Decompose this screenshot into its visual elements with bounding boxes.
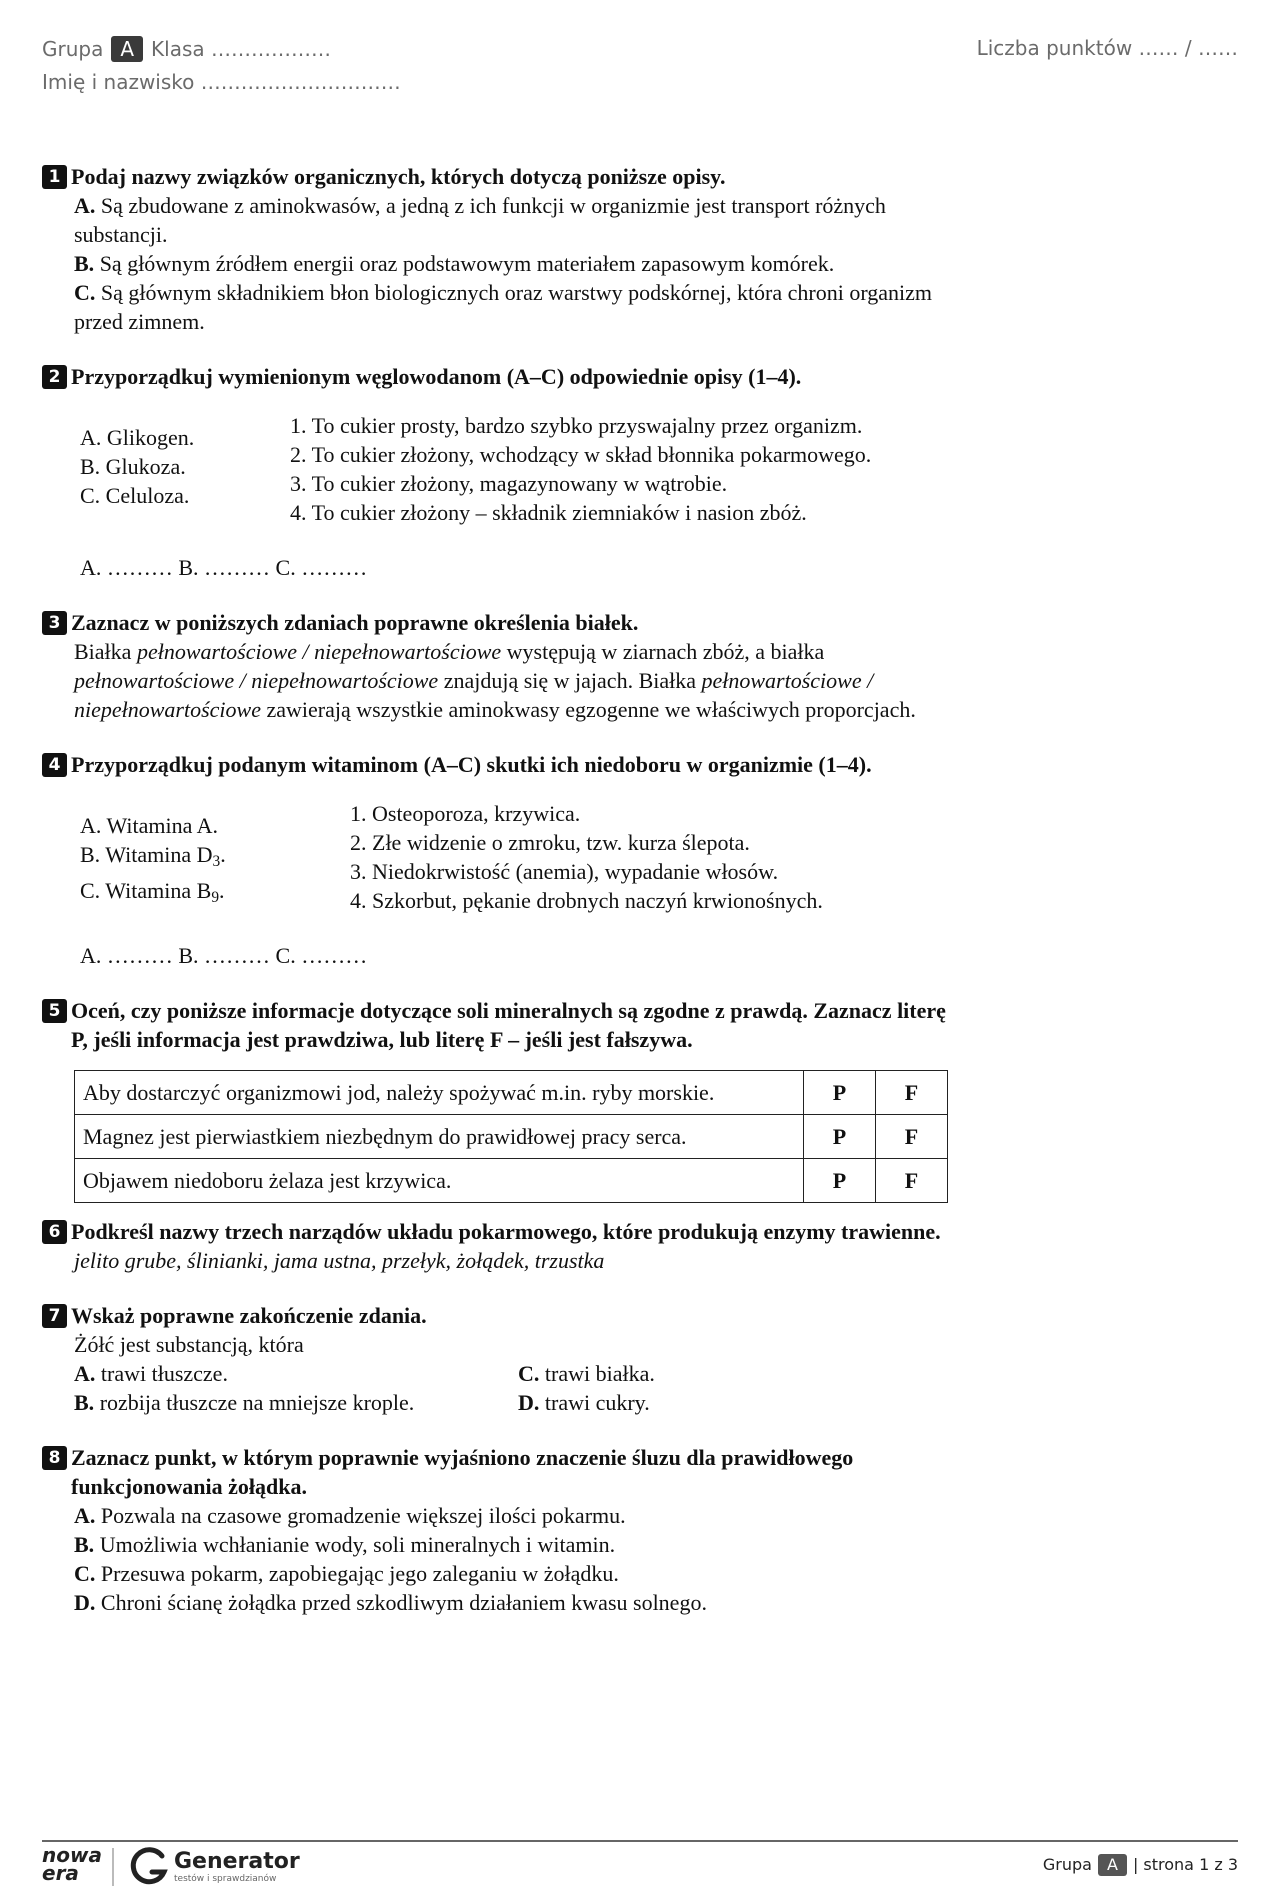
task-2 xyxy=(42,362,962,582)
task-number: 8 xyxy=(42,1446,67,1470)
option-pair[interactable]: pełnowartościowe / niepełnowartościowe xyxy=(136,639,502,664)
task-4 xyxy=(42,750,962,970)
answer-blanks: A. ……… B. ……… C. ……… xyxy=(80,943,368,968)
task-number: 4 xyxy=(42,753,67,777)
worksheet xyxy=(42,162,962,1643)
task-5 xyxy=(42,996,962,1203)
footer-divider xyxy=(42,1840,1238,1842)
group-badge: A xyxy=(1098,1854,1127,1876)
task-7 xyxy=(42,1301,962,1417)
matching-lists xyxy=(42,411,962,527)
task-question: Zaznacz w poniższych zdaniach poprawne określenia białek. xyxy=(71,610,639,635)
task-number: 1 xyxy=(42,165,67,189)
task-question: Podaj nazwy związków organicznych, których dotyczą poniższe opisy. xyxy=(71,164,726,189)
answer-option[interactable]: A. Pozwala na czasowe gromadzenie większej ilości pokarmu. xyxy=(74,1503,626,1528)
task-question: Podkreśl nazwy trzech narządów układu pokarmowego, które produkują enzymy trawienne. xyxy=(71,1219,941,1244)
table-row: Magnez jest pierwiastkiem niezbędnym do prawidłowej pracy serca. P F xyxy=(75,1115,948,1159)
task-question: Oceń, czy poniższe informacje dotyczące soli mineralnych są zgodne z prawdą. Zaznacz literę P, jeśli informacja jest prawdziwa, lub literę F – jeśli jest fałszywa. xyxy=(71,998,946,1052)
task-question: Przyporządkuj podanym witaminom (A–C) skutki ich niedoboru w organizmie (1–4). xyxy=(71,752,872,777)
task-number: 6 xyxy=(42,1220,67,1244)
task-item: C. Są głównym składnikiem błon biologicznych oraz warstwy podskórnej, która chroni organizm przed zimnem. xyxy=(74,280,933,334)
task-8 xyxy=(42,1443,962,1617)
task-question: Przyporządkuj wymienionym węglowodanom (A–C) odpowiednie opisy (1–4). xyxy=(71,364,802,389)
task-paragraph: Białka pełnowartościowe / niepełnowartościowe występują w ziarnach zbóż, a białka pełnowartościowe / niepełnowartościowe znajdują się w jajach. Białka pełnowartościowe / niepełnowartościowe zawierają wszystkie aminokwasy egzogenne we właściwych proporcjach. xyxy=(74,639,916,722)
answer-option[interactable]: C. trawi białka. xyxy=(518,1361,655,1386)
option-f[interactable]: F xyxy=(876,1071,948,1115)
answer-option[interactable]: D. Chroni ścianę żołądka przed szkodliwym działaniem kwasu solnego. xyxy=(74,1590,707,1615)
points-field: Liczba punktów …… / …… xyxy=(976,36,1238,60)
matching-right: 1. Osteoporoza, krzywica. 2. Złe widzenie o zmroku, tzw. kurza ślepota. 3. Niedokrwistość (anemia), wypadanie włosów. 4. Szkorbut, pękanie drobnych naczyń krwionośnych. xyxy=(350,801,823,913)
nowa-era-logo: nowa era xyxy=(42,1843,102,1885)
option-f[interactable]: F xyxy=(876,1115,948,1159)
answer-option[interactable]: C. Przesuwa pokarm, zapobiegając jego zaleganiu w żołądku. xyxy=(74,1561,619,1586)
task-stem: Żółć jest substancją, która xyxy=(74,1332,304,1357)
table-row: Aby dostarczyć organizmowi jod, należy spożywać m.in. ryby morskie. P F xyxy=(75,1071,948,1115)
table-row: Objawem niedoboru żelaza jest krzywica. P F xyxy=(75,1159,948,1203)
task-number: 2 xyxy=(42,365,67,389)
answer-option[interactable]: A. trawi tłuszcze. xyxy=(74,1361,228,1386)
task-item: A. Są zbudowane z aminokwasów, a jedną z ich funkcji w organizmie jest transport różnych substancji. xyxy=(74,193,886,247)
matching-lists xyxy=(42,799,962,915)
answer-option[interactable]: D. trawi cukry. xyxy=(518,1390,650,1415)
true-false-table xyxy=(74,1070,948,1203)
option-p[interactable]: P xyxy=(804,1159,876,1203)
generator-logo: Generator testów i sprawdzianów xyxy=(128,1846,300,1888)
task-item: B. Są głównym źródłem energii oraz podstawowym materiałem zapasowym komórek. xyxy=(74,251,835,276)
task-question: Wskaż poprawne zakończenie zdania. xyxy=(71,1303,427,1328)
option-pair[interactable]: pełnowartościowe / niepełnowartościowe xyxy=(74,668,439,693)
option-pair[interactable]: pełnowartościowe / niepełnowartościowe xyxy=(74,668,874,722)
generator-icon xyxy=(128,1846,170,1888)
option-p[interactable]: P xyxy=(804,1115,876,1159)
matching-left: A. Glikogen. B. Glukoza. C. Celuloza. xyxy=(80,425,195,508)
organ-options[interactable]: jelito grube, ślinianki, jama ustna, przełyk, żołądek, trzustka xyxy=(74,1248,605,1273)
logo-divider xyxy=(112,1848,114,1886)
task-number: 7 xyxy=(42,1304,67,1328)
name-field: Imię i nazwisko ………………………… xyxy=(42,70,401,94)
class-field: Klasa ……………… xyxy=(151,37,332,61)
task-1 xyxy=(42,162,962,336)
matching-left: A. Witamina A. B. Witamina $D_3$. C. Witamina $B_9$. xyxy=(80,813,226,906)
answer-option[interactable]: B. Umożliwia wchłanianie wody, soli mineralnych i witamin. xyxy=(74,1532,616,1557)
group-badge: A xyxy=(111,36,143,62)
task-question: Zaznacz punkt, w którym poprawnie wyjaśniono znaczenie śluzu dla prawidłowego funkcjonowania żołądka. xyxy=(71,1445,854,1499)
answer-option[interactable]: B. rozbija tłuszcze na mniejsze krople. xyxy=(74,1390,415,1415)
option-p[interactable]: P xyxy=(804,1071,876,1115)
task-number: 5 xyxy=(42,999,67,1023)
answer-blanks: A. ……… B. ……… C. ……… xyxy=(80,555,368,580)
header-group-row xyxy=(42,36,331,62)
task-6 xyxy=(42,1217,962,1275)
page-indicator: Grupa A | strona 1 z 3 xyxy=(1042,1855,1238,1874)
group-label: Grupa xyxy=(42,37,104,61)
matching-right: 1. To cukier prosty, bardzo szybko przyswajalny przez organizm. 2. To cukier złożony, wchodzący w skład błonnika pokarmowego. 3. To cukier złożony, magazynowany w wątrobie. 4. To cukier złożony – składnik ziemniaków i nasion zbóż. xyxy=(290,413,872,525)
option-f[interactable]: F xyxy=(876,1159,948,1203)
task-number: 3 xyxy=(42,611,67,635)
task-3 xyxy=(42,608,962,724)
